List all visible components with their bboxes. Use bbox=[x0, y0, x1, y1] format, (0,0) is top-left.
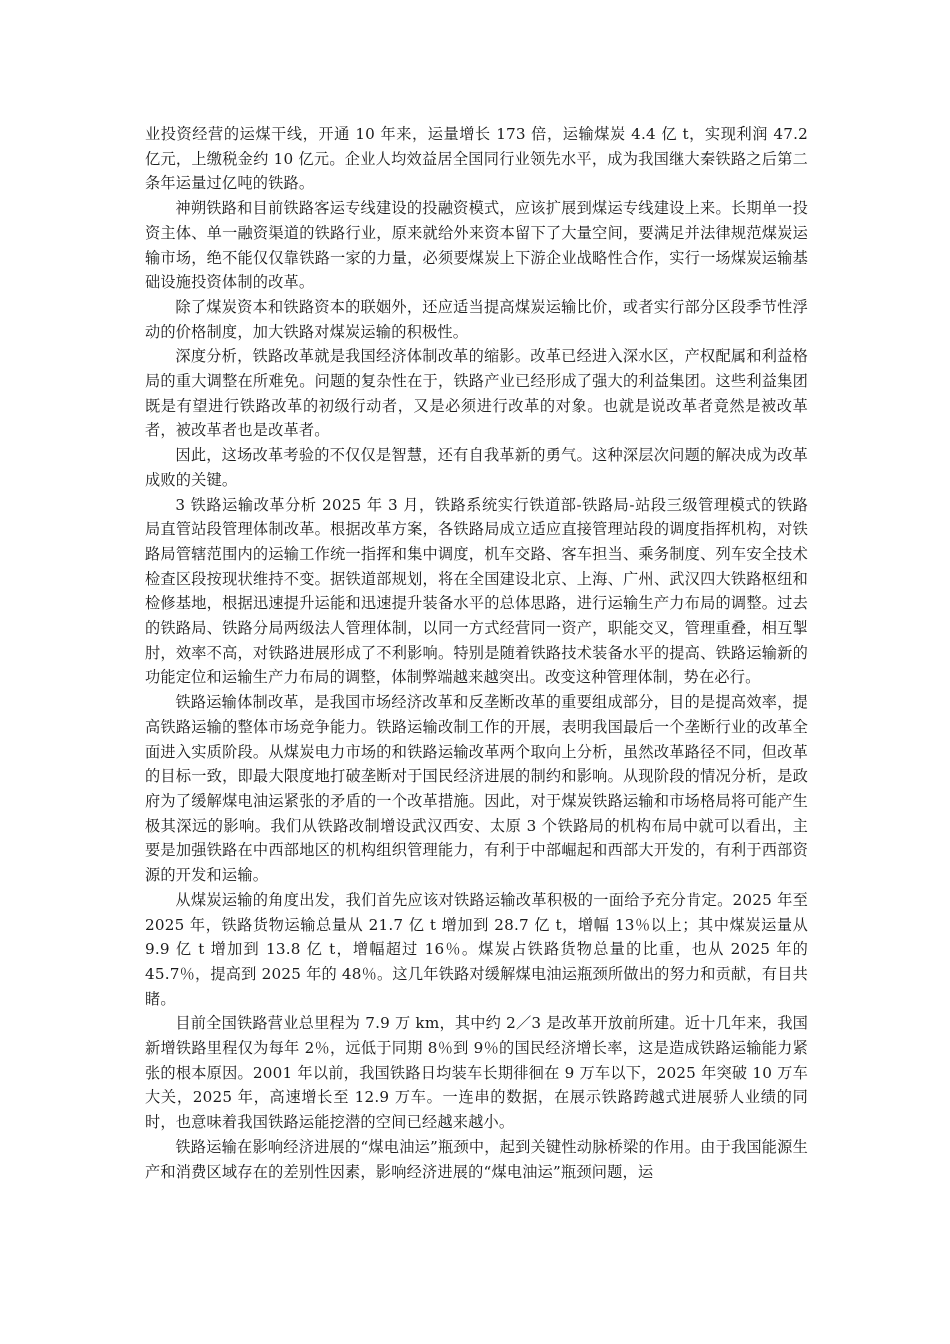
paragraph: 因此，这场改革考验的不仅仅是智慧，还有自我革新的勇气。这种深层次问题的解决成为改革成败的关键。 bbox=[145, 446, 808, 489]
paragraph: 铁路运输体制改革，是我国市场经济改革和反垄断改革的重要组成部分，目的是提高效率，提高铁路运输的整体市场竞争能力。铁路运输改制工作的开展，表明我国最后一个垄断行业的改革全面进入实质阶段。从煤炭电力市场的和铁路运输改革两个取向上分析，虽然改革路径不同，但改革的目标一致，即最大限度地打破垄断对于国民经济进展的制约和影响。从现阶段的情况分析，是政府为了缓解煤电油运紧张的矛盾的一个改革措施。因此，对于煤炭铁路运输和市场格局将可能产生极其深远的影响。我们从铁路改制增设武汉西安、太原 3 个铁路局的机构布局中就可以看出，主要是加强铁路在中西部地区的机构组织管理能力，有利于中部崛起和西部大开发的，有利于西部资源的开发和运输。 bbox=[145, 693, 808, 885]
paragraph: 从煤炭运输的角度出发，我们首先应该对铁路运输改革积极的一面给予充分肯定。2025 年至 2025 年，铁路货物运输总量从 21.7 亿 t 增加到 28.7 亿 t，增幅 13％以上；其中煤炭运量从 9.9 亿 t 增加到 13.8 亿 t，增幅超过 16％。煤炭占铁路货物总量的比重，也从 2025 年的 45.7％，提高到 2025 年的 48％。这几年铁路对缓解煤电油运瓶颈所做出的努力和贡献，有目共睹。 bbox=[145, 890, 808, 1008]
paragraph: 业投资经营的运煤干线，开通 10 年来，运量增长 173 倍，运输煤炭 4.4 亿 t，实现利润 47.2 亿元，上缴税金约 10 亿元。企业人均效益居全国同行业领先水平，成为我国继大秦铁路之后第二条年运量过亿吨的铁路。 bbox=[145, 125, 808, 193]
paragraph: 除了煤炭资本和铁路资本的联姻外，还应适当提高煤炭运输比价，或者实行部分区段季节性浮动的价格制度，加大铁路对煤炭运输的积极性。 bbox=[145, 297, 808, 341]
paragraph: 深度分析，铁路改革就是我国经济体制改革的缩影。改革已经进入深水区，产权配属和利益格局的重大调整在所难免。问题的复杂性在于，铁路产业已经形成了强大的利益集团。这些利益集团既是有望进行铁路改革的初级行动者，又是必须进行改革的对象。也就是说改革者竟然是被改革者，被改革者也是改革者。 bbox=[145, 347, 808, 440]
paragraph: 3 铁路运输改革分析 2025 年 3 月，铁路系统实行铁道部-铁路局-站段三级管理模式的铁路局直管站段管理体制改革。根据改革方案，各铁路局成立适应直接管理站段的调度指挥机构，对铁路局管辖范围内的运输工作统一指挥和集中调度，机车交路、客车担当、乘务制度、列车安全技术检查区段按现状维持不变。据铁道部规划，将在全国建设北京、上海、广州、武汉四大铁路枢纽和检修基地，根据迅速提升运能和迅速提升装备水平的总体思路，进行运输生产力布局的调整。过去的铁路局、铁路分局两级法人管理体制，以同一方式经营同一资产，职能交叉，管理重叠，相互掣肘，效率不高，对铁路进展形成了不利影响。特别是随着铁路技术装备水平的提高、铁路运输新的功能定位和运输生产力布局的调整，体制弊端越来越突出。改变这种管理体制，势在必行。 bbox=[145, 495, 808, 687]
paragraph: 目前全国铁路营业总里程为 7.9 万 km，其中约 2／3 是改革开放前所建。近十几年来，我国新增铁路里程仅为每年 2％，远低于同期 8％到 9％的国民经济增长率，这是造成铁路运输能力紧张的根本原因。2001 年以前，我国铁路日均装车长期徘徊在 9 万车以下，2025 年突破 10 万车大关，2025 年，高速增长至 12.9 万车。一连串的数据，在展示铁路跨越式进展骄人业绩的同时，也意味着我国铁路运能挖潜的空间已经越来越小。 bbox=[145, 1014, 808, 1132]
paragraph: 神朔铁路和目前铁路客运专线建设的投融资模式，应该扩展到煤运专线建设上来。长期单一投资主体、单一融资渠道的铁路行业，原来就给外来资本留下了大量空间，要满足并法律规范煤炭运输市场，绝不能仅仅靠铁路一家的力量，必须要煤炭上下游企业战略性合作，实行一场煤炭运输基础设施投资体制的改革。 bbox=[145, 199, 808, 292]
paragraph: 铁路运输在影响经济进展的“煤电油运”瓶颈中，起到关键性动脉桥梁的作用。由于我国能源生产和消费区域存在的差别性因素，影响经济进展的“煤电油运”瓶颈问题，运 bbox=[145, 1137, 808, 1181]
document-body bbox=[145, 122, 808, 1184]
